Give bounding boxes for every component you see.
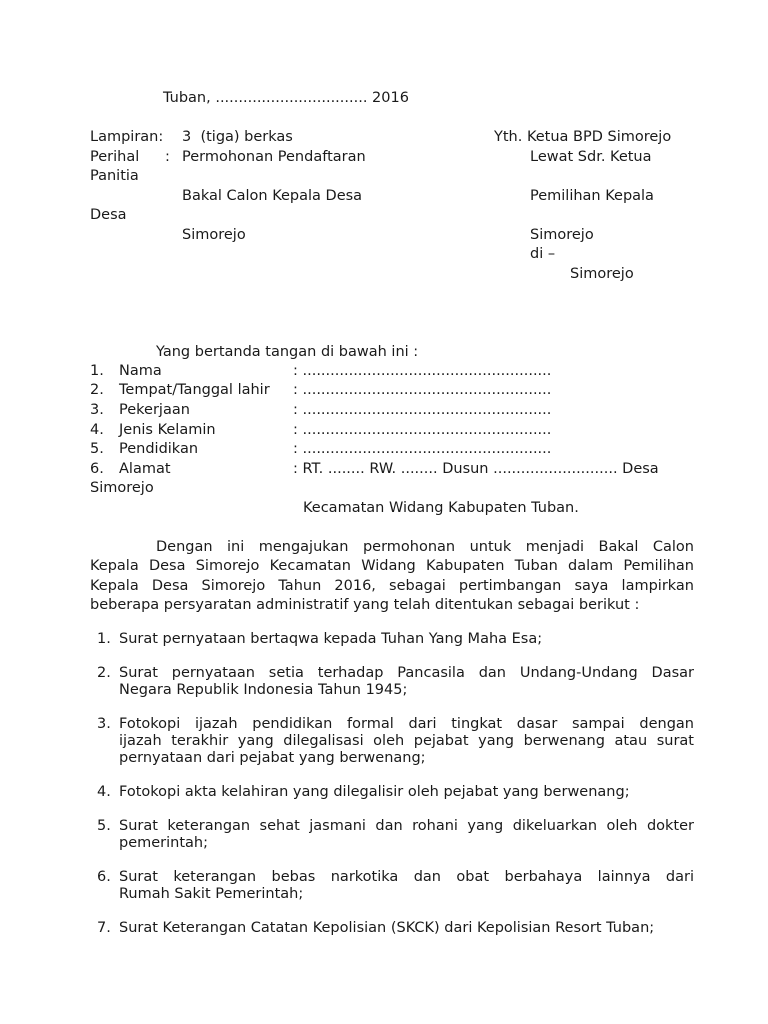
perihal-wrap-1: Panitia: [90, 168, 139, 184]
identity-num: 2.: [90, 382, 104, 398]
perihal-colon: :: [165, 149, 170, 165]
list-item-text: Surat pernyataan setia terhadap Pancasila dan Undang-Undang Dasar: [119, 665, 694, 681]
list-item-number: 2.: [97, 665, 111, 681]
list-item-number: 6.: [97, 869, 111, 885]
list-item: [90, 818, 694, 852]
list-item-number: 7.: [97, 920, 111, 936]
addressee-line-4: Simorejo: [530, 227, 594, 243]
list-item-text: Surat keterangan bebas narkotika dan obat berbahaya lainnya dari: [119, 869, 694, 885]
body-paragraph: [90, 538, 694, 615]
list-item: [90, 869, 694, 903]
identity-label-alamat: Alamat: [119, 461, 171, 477]
identity-num: 3.: [90, 402, 104, 418]
list-item: [90, 631, 694, 648]
body-line: Dengan ini mengajukan permohonan untuk menjadi Bakal Calon: [156, 539, 694, 555]
lampiran-value: 3 (tiga) berkas: [182, 129, 293, 145]
alamat-wrap: Simorejo: [90, 480, 154, 496]
alamat-line-2: Kecamatan Widang Kabupaten Tuban.: [303, 500, 579, 516]
intro-text: Yang bertanda tangan di bawah ini :: [156, 344, 419, 360]
list-item-text: ijazah terakhir yang dilegalisasi oleh pejabat yang berwenang atau surat: [119, 733, 694, 749]
list-item-number: 3.: [97, 716, 111, 732]
list-item-text: Fotokopi ijazah pendidikan formal dari tingkat dasar sampai dengan: [119, 716, 694, 732]
addressee-line-5: di –: [530, 246, 556, 262]
identity-value-nama: : ......................................................: [293, 363, 552, 379]
addressee-line-3: Pemilihan Kepala: [530, 188, 654, 204]
perihal-wrap-2: Desa: [90, 207, 127, 223]
list-item-text: Rumah Sakit Pemerintah;: [119, 886, 304, 902]
addressee-line-6: Simorejo: [570, 266, 634, 282]
identity-num: 5.: [90, 441, 104, 457]
identity-num: 6.: [90, 461, 104, 477]
identity-num: 1.: [90, 363, 104, 379]
list-item-text: Surat Keterangan Catatan Kepolisian (SKCK) dari Kepolisian Resort Tuban;: [119, 920, 655, 936]
body-line: Kepala Desa Simorejo Kecamatan Widang Kabupaten Tuban dalam Pemilihan: [90, 558, 694, 575]
lampiran-label: Lampiran:: [90, 129, 164, 145]
identity-label-pekerjaan: Pekerjaan: [119, 402, 190, 418]
list-item: [90, 665, 694, 699]
perihal-label: Perihal: [90, 149, 140, 165]
addressee-line-2: Lewat Sdr. Ketua: [530, 149, 652, 165]
list-item-text: Negara Republik Indonesia Tahun 1945;: [119, 682, 408, 698]
place-date: Tuban, ................................. 2016: [163, 90, 409, 106]
identity-value-pekerjaan: : ......................................................: [293, 402, 552, 418]
identity-value-jenis-kelamin: : ......................................................: [293, 422, 552, 438]
perihal-line-3: Simorejo: [182, 227, 246, 243]
list-item-text: pernyataan dari pejabat yang berwenang;: [119, 750, 426, 766]
identity-value-pendidikan: : ......................................................: [293, 441, 552, 457]
list-item: [90, 716, 694, 767]
body-line: Kepala Desa Simorejo Tahun 2016, sebagai pertimbangan saya lampirkan: [90, 577, 694, 594]
identity-label-ttl: Tempat/Tanggal lahir: [119, 382, 270, 398]
identity-label-pendidikan: Pendidikan: [119, 441, 199, 457]
requirements-list: [90, 631, 694, 954]
identity-value-ttl: : ......................................................: [293, 382, 552, 398]
list-item-number: 1.: [97, 631, 111, 647]
list-item: [90, 920, 694, 937]
identity-label-jenis-kelamin: Jenis Kelamin: [119, 422, 216, 438]
perihal-line-2: Bakal Calon Kepala Desa: [182, 188, 363, 204]
list-item-text: Surat pernyataan bertaqwa kepada Tuhan Yang Maha Esa;: [119, 631, 543, 647]
list-item-text: Surat keterangan sehat jasmani dan rohani yang dikeluarkan oleh dokter: [119, 818, 694, 834]
list-item: [90, 784, 694, 801]
identity-num: 4.: [90, 422, 104, 438]
perihal-line-1: Permohonan Pendaftaran: [182, 149, 366, 165]
list-item-number: 5.: [97, 818, 111, 834]
body-line: beberapa persyaratan administratif yang telah ditentukan sebagai berikut :: [90, 596, 640, 613]
list-item-text: Fotokopi akta kelahiran yang dilegalisir oleh pejabat yang berwenang;: [119, 784, 630, 800]
list-item-text: pemerintah;: [119, 835, 208, 851]
list-item-number: 4.: [97, 784, 111, 800]
addressee-line-1: Yth. Ketua BPD Simorejo: [494, 129, 672, 145]
identity-value-alamat: : RT. ........ RW. ........ Dusun ........................... Desa: [293, 461, 659, 477]
identity-label-nama: Nama: [119, 363, 162, 379]
